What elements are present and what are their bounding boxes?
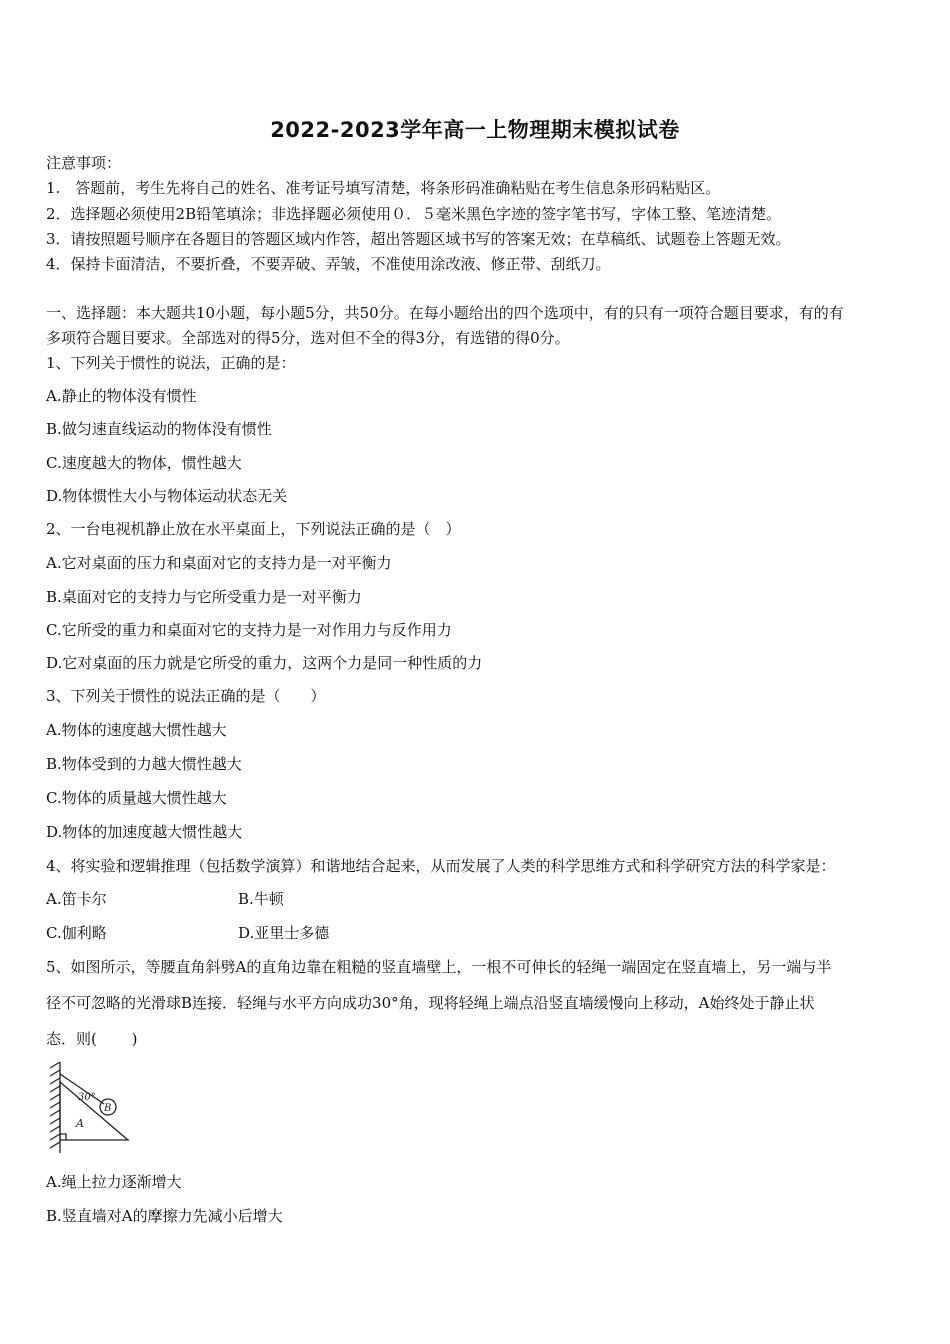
- question-5-stem: 径不可忽略的光滑球B连接．轻绳与水平方向成功30°角，现将轻绳上端点沿竖直墙缓慢向上移动，A始终处于静止状: [46, 994, 815, 1012]
- ball-label: B: [104, 1103, 112, 1114]
- q1-option-a: A.静止的物体没有惯性: [46, 387, 197, 405]
- question-2-stem: 2、一台电视机静止放在水平桌面上，下列说法正确的是（ ）: [46, 520, 461, 538]
- angle-label: 30°: [78, 1092, 96, 1103]
- wedge-ball-diagram: [46, 1060, 136, 1155]
- q5-option-a: A.绳上拉力逐渐增大: [46, 1173, 182, 1191]
- question-4-stem: 4、将实验和逻辑推理（包括数学演算）和谐地结合起来，从而发展了人类的科学思维方式和科学研究方法的科学家是：: [46, 857, 836, 875]
- notice-item: 3．请按照题号顺序在各题目的答题区域内作答，超出答题区域书写的答案无效；在草稿纸、试题卷上答题无效。: [46, 230, 791, 248]
- q3-option-d: D.物体的加速度越大惯性越大: [46, 823, 243, 841]
- notice-item: 1. 答题前，考生先将自己的姓名、准考证号填写清楚，将条形码准确粘贴在考生信息条形码粘贴区。: [46, 179, 721, 197]
- q1-option-b: B.做匀速直线运动的物体没有惯性: [46, 420, 272, 438]
- question-3-stem: 3、下列关于惯性的说法正确的是（ ）: [46, 687, 326, 705]
- section-intro: 一、选择题：本大题共10小题，每小题5分，共50分。在每小题给出的四个选项中，有的只有一项符合题目要求，有的有: [46, 304, 844, 322]
- q3-option-b: B.物体受到的力越大惯性越大: [46, 755, 242, 773]
- wedge-label: A: [76, 1117, 84, 1130]
- notice-item: 4．保持卡面清洁，不要折叠，不要弄破、弄皱，不准使用涂改液、修正带、刮纸刀。: [46, 255, 611, 273]
- q2-option-c: C.它所受的重力和桌面对它的支持力是一对作用力与反作用力: [46, 621, 452, 639]
- q3-option-c: C.物体的质量越大惯性越大: [46, 789, 227, 807]
- q2-option-d: D.它对桌面的压力就是它所受的重力，这两个力是同一种性质的力: [46, 654, 483, 672]
- notice-heading: 注意事项：: [46, 154, 122, 172]
- q4-option-c: C.伽利略: [46, 924, 107, 942]
- page-title: 2022-2023学年高一上物理期末模拟试卷: [270, 118, 680, 142]
- q1-option-d: D.物体惯性大小与物体运动状态无关: [46, 487, 288, 505]
- section-intro: 多项符合题目要求。全部选对的得5分，选对但不全的得3分，有选错的得0分。: [46, 329, 570, 347]
- notice-item: 2．选择题必须使用2B铅笔填涂；非选择题必须使用０．５毫米黑色字迹的签字笔书写，字体工整、笔迹清楚。: [46, 205, 782, 223]
- question-5-stem: 5、如图所示，等腰直角斜劈A的直角边靠在粗糙的竖直墙壁上，一根不可伸长的轻绳一端固定在竖直墙上，另一端与半: [46, 958, 832, 976]
- q2-option-b: B.桌面对它的支持力与它所受重力是一对平衡力: [46, 588, 362, 606]
- q3-option-a: A.物体的速度越大惯性越大: [46, 721, 227, 739]
- q5-option-b: B.竖直墙对A的摩擦力先减小后增大: [46, 1207, 283, 1225]
- question-5-stem: 态．则( ): [46, 1030, 138, 1048]
- q2-option-a: A.它对桌面的压力和桌面对它的支持力是一对平衡力: [46, 554, 392, 572]
- q4-option-a: A.笛卡尔: [46, 890, 107, 908]
- q4-option-d: D.亚里士多德: [238, 924, 330, 942]
- q1-option-c: C.速度越大的物体，惯性越大: [46, 454, 242, 472]
- question-1-stem: 1、下列关于惯性的说法，正确的是：: [46, 354, 296, 372]
- q4-option-b: B.牛顿: [238, 890, 284, 908]
